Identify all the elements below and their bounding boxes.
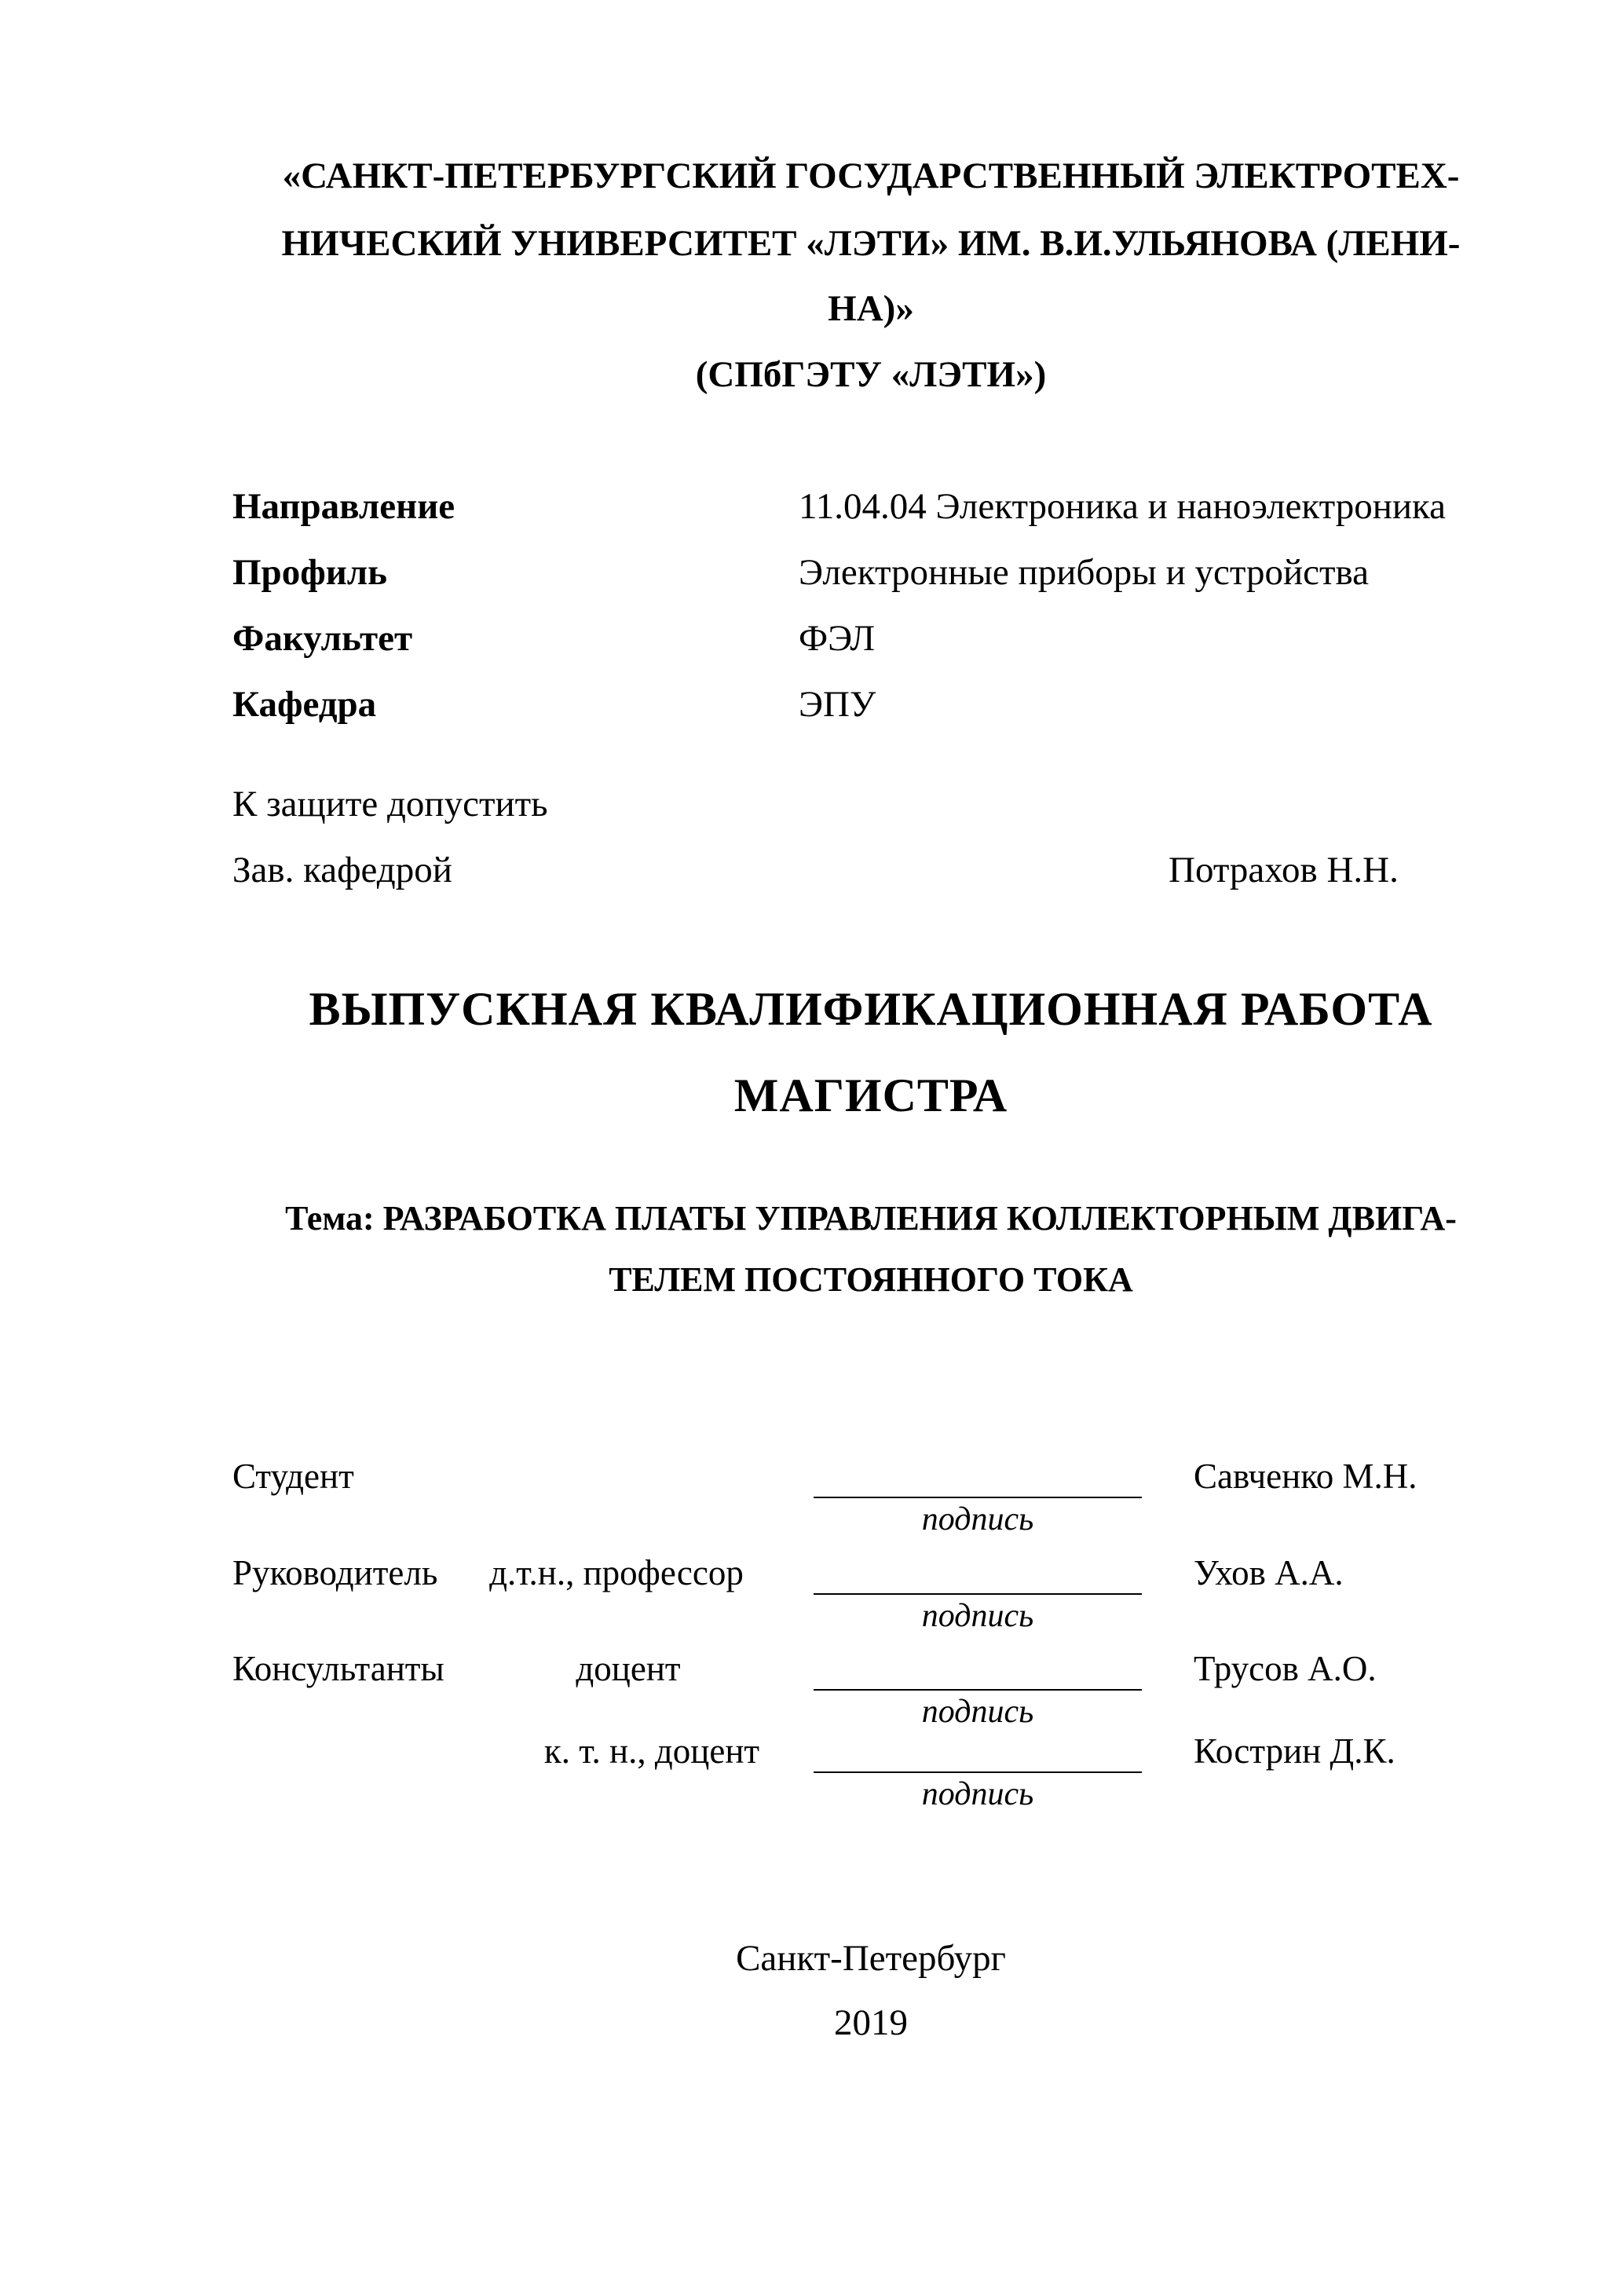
admit-to-defense: К защите допустить (232, 784, 548, 824)
footer-city: Санкт-Петербург (736, 1938, 1006, 1979)
head-of-department-name: Потрахов Н.Н. (1169, 850, 1399, 890)
signature-caption-consultant-2: подпись (921, 1776, 1034, 1812)
document-title-line-1: ВЫПУСКНАЯ КВАЛИФИКАЦИОННАЯ РАБОТА (309, 983, 1433, 1035)
university-name-line-1: «САНКТ-ПЕТЕРБУРГСКИЙ ГОСУДАРСТВЕННЫЙ ЭЛЕКТРОТЕХ- (282, 155, 1460, 196)
signature-caption-consultant-1: подпись (921, 1694, 1034, 1730)
topic-line-1: Тема: РАЗРАБОТКА ПЛАТЫ УПРАВЛЕНИЯ КОЛЛЕКТОРНЫМ ДВИГА- (285, 1199, 1457, 1238)
signature-degree-consultant-2: к. т. н., доцент (543, 1731, 760, 1771)
info-value-department: ЭПУ (799, 684, 876, 725)
signature-caption-supervisor: подпись (921, 1598, 1034, 1634)
signature-line-consultant-2 (814, 1771, 1142, 1773)
info-label-department: Кафедра (232, 684, 377, 725)
signature-line-student (814, 1497, 1142, 1498)
info-value-direction: 11.04.04 Электроника и наноэлектроника (799, 486, 1446, 527)
signature-role-consultants: Консультанты (232, 1649, 444, 1688)
university-name-line-3: НА)» (828, 288, 914, 329)
signature-caption-student: подпись (921, 1501, 1034, 1537)
signature-name-student: Савченко М.Н. (1194, 1457, 1417, 1496)
university-name-line-2: НИЧЕСКИЙ УНИВЕРСИТЕТ «ЛЭТИ» ИМ. В.И.УЛЬЯНОВА (ЛЕНИ- (281, 223, 1461, 264)
signature-degree-supervisor: д.т.н., профессор (489, 1553, 744, 1592)
signature-name-consultant-1: Трусов А.О. (1194, 1649, 1377, 1688)
info-value-profile: Электронные приборы и устройства (799, 552, 1369, 593)
signature-degree-consultant-1: доцент (576, 1649, 681, 1688)
info-label-faculty: Факультет (232, 618, 413, 659)
head-of-department-label: Зав. кафедрой (232, 850, 452, 890)
university-abbreviation: (СПбГЭТУ «ЛЭТИ») (695, 354, 1047, 395)
info-value-faculty: ФЭЛ (799, 618, 876, 659)
signature-line-consultant-1 (814, 1689, 1142, 1691)
signature-role-student: Студент (232, 1457, 354, 1496)
footer-year: 2019 (834, 2002, 908, 2043)
info-label-profile: Профиль (232, 552, 388, 593)
info-label-direction: Направление (232, 486, 455, 527)
topic-line-2: ТЕЛЕМ ПОСТОЯННОГО ТОКА (609, 1260, 1133, 1299)
signature-name-consultant-2: Кострин Д.К. (1194, 1731, 1395, 1771)
signature-line-supervisor (814, 1593, 1142, 1595)
signature-role-supervisor: Руководитель (232, 1553, 438, 1592)
document-title-line-2: МАГИСТРА (733, 1069, 1008, 1121)
signature-name-supervisor: Ухов А.А. (1194, 1553, 1344, 1592)
